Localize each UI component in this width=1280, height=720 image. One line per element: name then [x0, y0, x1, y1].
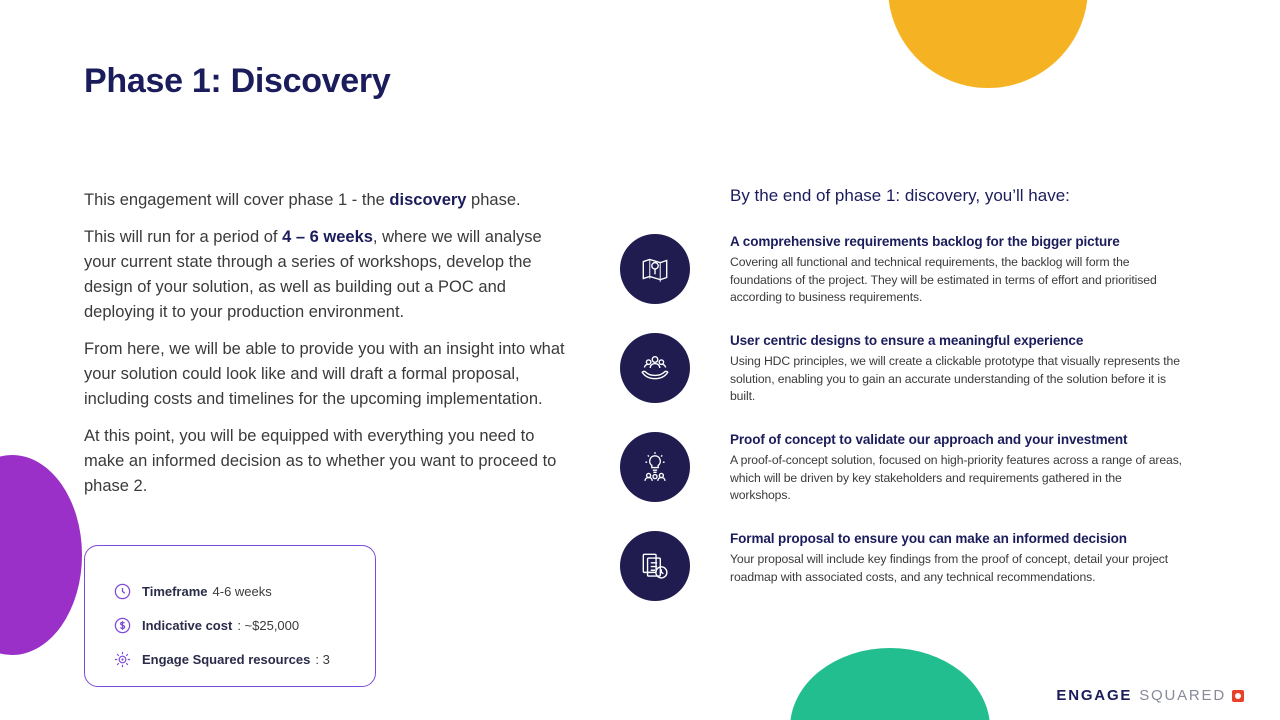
info-value: : 3 — [315, 652, 330, 667]
page-title: Phase 1: Discovery — [84, 62, 391, 100]
summary-info-box — [84, 545, 376, 687]
outcome-body: A proof-of-concept solution, focused on high-priority features across a range of areas, which will be driven by key stakeholders and requirements gathered in the workshops. — [730, 453, 1182, 502]
decorative-circle-purple — [0, 455, 82, 655]
documents-clock-icon — [620, 531, 690, 601]
outcome-title: User centric designs to ensure a meaningful experience — [730, 333, 1084, 348]
emphasis-text: discovery — [389, 191, 467, 209]
dollar-icon — [113, 616, 132, 635]
outcomes-heading: By the end of phase 1: discovery, you’ll have: — [730, 186, 1070, 205]
body-text: From here, we will be able to provide you with an insight into what your solution could look like and will draft a formal proposal, including costs and timelines for the upcoming implementation. — [84, 340, 565, 408]
clock-icon — [113, 582, 132, 601]
outcome-title: A comprehensive requirements backlog for the bigger picture — [730, 234, 1120, 249]
paragraph-4 — [84, 424, 576, 499]
outcome-body: Using HDC principles, we will create a clickable prototype that visually represents the solution, enabling you to gain an accurate understanding of the solution before it is built. — [730, 354, 1180, 403]
info-label: Timeframe — [142, 584, 208, 599]
blueprint-icon — [620, 234, 690, 304]
paragraph-1 — [84, 188, 576, 213]
outcome-title: Formal proposal to ensure you can make an informed decision — [730, 531, 1127, 546]
left-body-text — [84, 188, 576, 511]
outcome-text-3 — [730, 432, 1185, 505]
info-label: Engage Squared resources — [142, 652, 311, 667]
lightbulb-people-icon — [620, 432, 690, 502]
logo-primary: ENGAGE — [1056, 687, 1133, 704]
info-value: : ~$25,000 — [237, 618, 300, 633]
hand-people-icon — [620, 333, 690, 403]
info-row-timeframe — [113, 582, 272, 601]
decorative-circle-green — [790, 648, 990, 720]
outcome-text-2 — [730, 333, 1185, 406]
outcome-body: Covering all functional and technical requirements, the backlog will form the foundations of the project. They will be estimated in terms of effort and prioritised according to business requirements. — [730, 255, 1157, 304]
info-row-resources — [113, 650, 330, 669]
info-label: Indicative cost — [142, 618, 233, 633]
outcome-body: Your proposal will include key findings from the proof of concept, detail your project roadmap with associated costs, and any technical recommendations. — [730, 552, 1169, 584]
emphasis-text: 4 – 6 weeks — [282, 228, 373, 246]
outcome-text-4 — [730, 531, 1185, 586]
decorative-circle-yellow — [888, 0, 1088, 88]
paragraph-2 — [84, 225, 576, 325]
body-text: This engagement will cover phase 1 - the — [84, 191, 390, 209]
body-text: This will run for a period of — [84, 228, 283, 246]
body-text: At this point, you will be equipped with everything you need to make an informed decision as to whether you want to proceed to phase 2. — [84, 427, 557, 495]
body-text: phase. — [466, 191, 521, 209]
outcome-text-1 — [730, 234, 1185, 307]
outcome-title: Proof of concept to validate our approach and your investment — [730, 432, 1128, 447]
gear-people-icon — [113, 650, 132, 669]
paragraph-3 — [84, 337, 576, 412]
logo-secondary: SQUARED — [1139, 687, 1226, 704]
info-value: 4-6 weeks — [212, 584, 272, 599]
logo-mark-icon — [1232, 690, 1244, 702]
engage-squared-logo — [1056, 687, 1244, 704]
info-row-cost — [113, 616, 299, 635]
body-text: , where we will analyse your current state through a series of workshops, develop the design of your solution, as well as building out a POC and deploying it to your production environment. — [84, 228, 542, 321]
